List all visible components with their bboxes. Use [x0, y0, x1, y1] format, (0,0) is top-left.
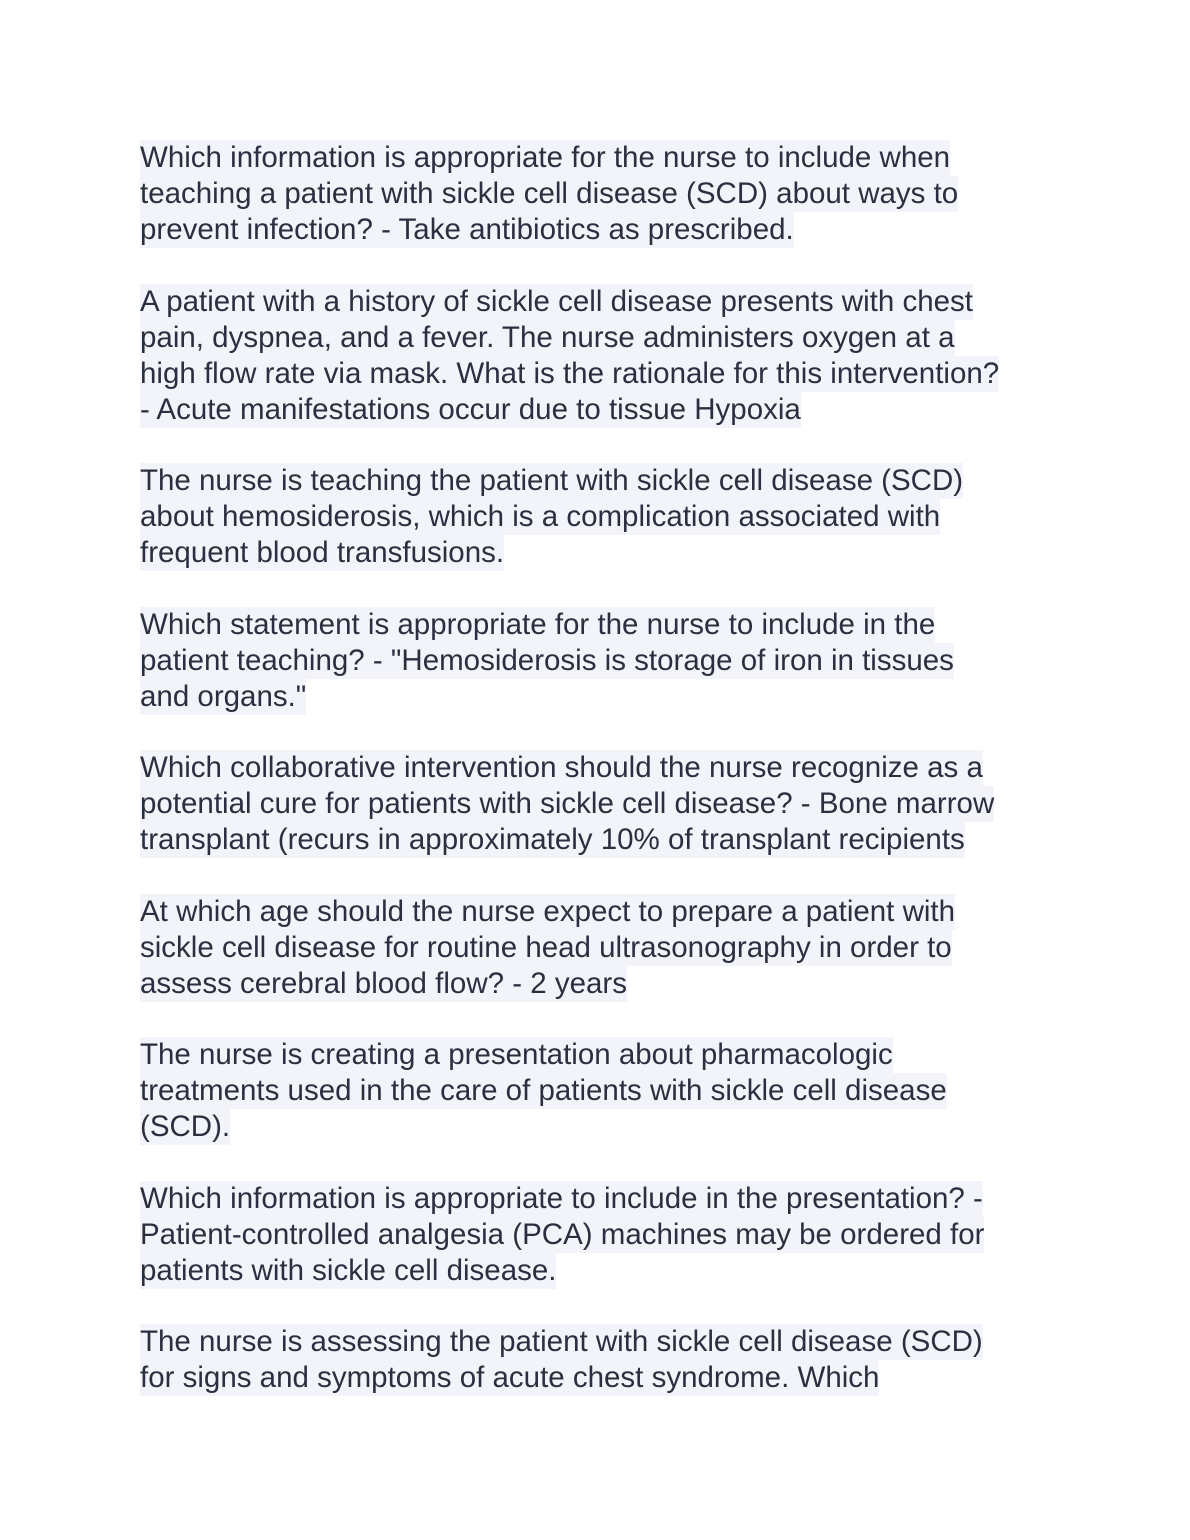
text-line: Which collaborative intervention should the nurse recognize as a: [140, 751, 983, 784]
text-line: and organs.": [140, 679, 307, 713]
paragraph-potential-cure: [140, 750, 1060, 858]
text-line: Patient-controlled analgesia (PCA) machines may be ordered for: [140, 1217, 985, 1251]
text-line: patients with sickle cell disease.: [140, 1253, 557, 1287]
text-line: The nurse is creating a presentation about pharmacologic: [140, 1038, 893, 1071]
paragraph-infection-prevention: [140, 140, 1060, 248]
text-line: Which information is appropriate to include in the presentation? -: [140, 1181, 983, 1215]
paragraph-presentation-info: [140, 1181, 1060, 1289]
paragraph-hemosiderosis-statement: [140, 607, 1060, 715]
text-line: At which age should the nurse expect to prepare a patient with: [140, 894, 956, 928]
text-line: teaching a patient with sickle cell disease (SCD) about ways to: [140, 177, 959, 210]
text-line: pain, dyspnea, and a fever. The nurse administers oxygen at a: [140, 320, 955, 354]
text-line: frequent blood transfusions.: [140, 536, 505, 569]
text-line: potential cure for patients with sickle cell disease? - Bone marrow: [140, 787, 995, 820]
text-line: transplant (recurs in approximately 10% of transplant recipients: [140, 823, 965, 856]
paragraph-acute-chest-syndrome: [140, 1324, 1060, 1396]
text-line: The nurse is teaching the patient with sickle cell disease (SCD): [140, 464, 964, 497]
text-line: high flow rate via mask. What is the rationale for this intervention?: [140, 356, 1000, 390]
paragraph-oxygen-rationale: [140, 284, 1060, 428]
document-page: [140, 140, 1060, 1432]
text-line: prevent infection? - Take antibiotics as prescribed.: [140, 213, 794, 246]
text-line: (SCD).: [140, 1110, 231, 1143]
text-line: sickle cell disease for routine head ultrasonography in order to: [140, 930, 952, 964]
paragraph-presentation-intro: [140, 1037, 1060, 1145]
text-line: about hemosiderosis, which is a complication associated with: [140, 500, 941, 533]
text-line: for signs and symptoms of acute chest syndrome. Which: [140, 1361, 880, 1394]
text-line: assess cerebral blood flow? - 2 years: [140, 966, 627, 1000]
text-line: treatments used in the care of patients with sickle cell disease: [140, 1074, 947, 1107]
text-line: The nurse is assessing the patient with sickle cell disease (SCD): [140, 1325, 983, 1358]
paragraph-hemosiderosis-intro: [140, 463, 1060, 571]
text-line: Which statement is appropriate for the nurse to include in the: [140, 607, 936, 641]
text-line: Which information is appropriate for the nurse to include when: [140, 141, 951, 174]
paragraph-ultrasonography-age: [140, 894, 1060, 1002]
text-line: patient teaching? - "Hemosiderosis is storage of iron in tissues: [140, 643, 954, 677]
text-line: A patient with a history of sickle cell disease presents with chest: [140, 284, 973, 318]
text-line: - Acute manifestations occur due to tissue Hypoxia: [140, 392, 801, 426]
